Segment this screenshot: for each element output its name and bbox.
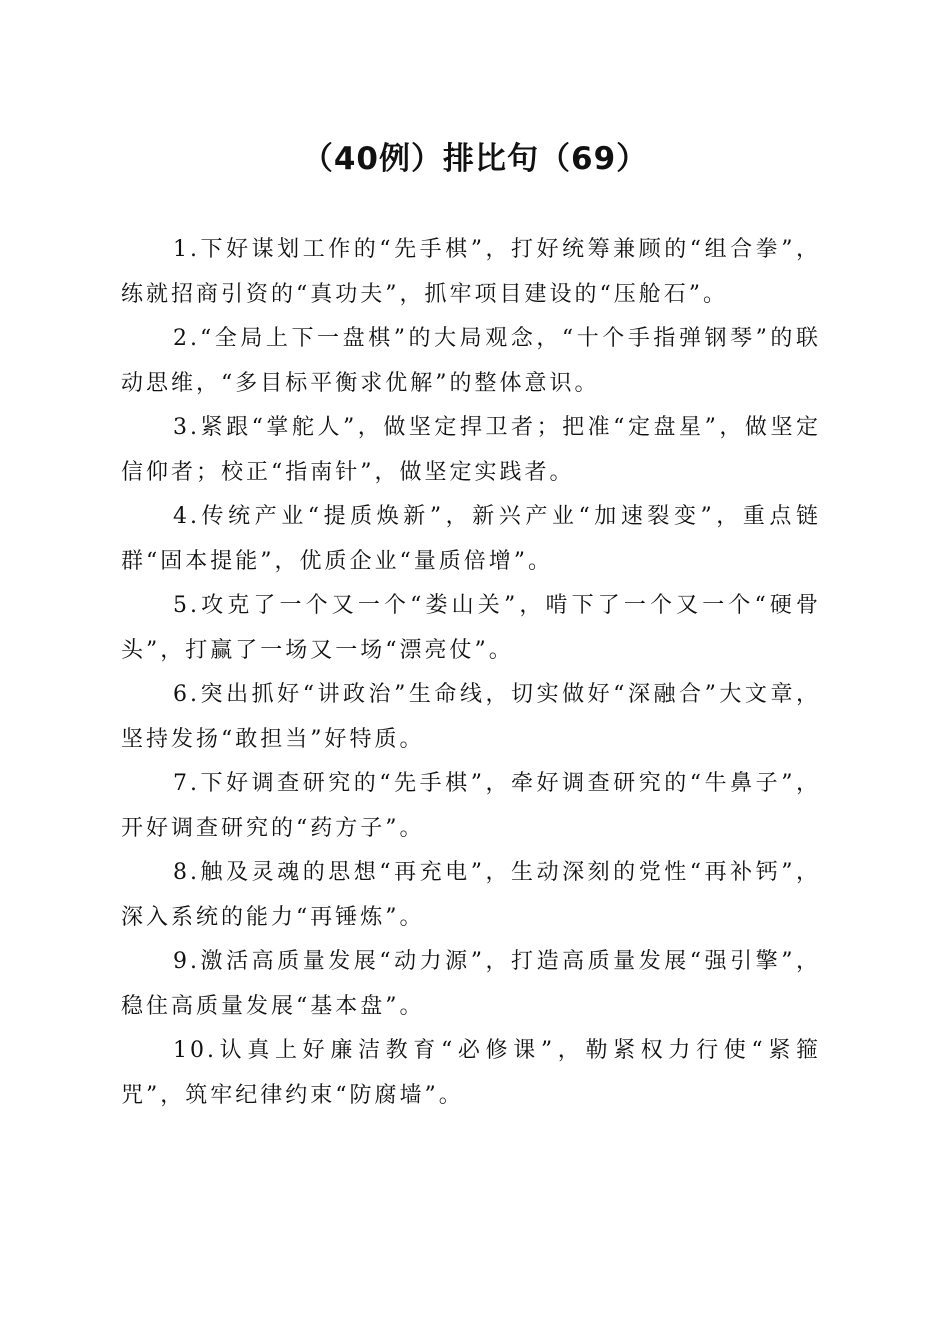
item-text: “全局上下一盘棋”的大局观念，“十个手指弹钢琴”的联动思维，“多目标平衡求优解”的整体意识。 <box>121 326 821 396</box>
list-item <box>121 940 821 1029</box>
item-text: 下好谋划工作的“先手棋”，打好统筹兼顾的“组合拳”，练就招商引资的“真功夫”，抓牢项目建设的“压舱石”。 <box>121 237 821 307</box>
list-item <box>121 673 821 762</box>
list-item <box>121 851 821 940</box>
list-item <box>121 406 821 495</box>
item-number: 2. <box>173 326 200 351</box>
list-item <box>121 1029 821 1118</box>
item-number: 6. <box>173 682 200 707</box>
item-number: 1. <box>173 237 200 262</box>
list-item <box>121 762 821 851</box>
list-item <box>121 228 821 317</box>
item-number: 3. <box>173 415 200 440</box>
document-body <box>121 228 821 1118</box>
list-item <box>121 495 821 584</box>
item-number: 10. <box>173 1038 217 1063</box>
item-text: 下好调查研究的“先手棋”，牵好调查研究的“牛鼻子”，开好调查研究的“药方子”。 <box>121 771 821 841</box>
item-text: 突出抓好“讲政治”生命线，切实做好“深融合”大文章，坚持发扬“敢担当”好特质。 <box>121 682 821 752</box>
item-number: 4. <box>173 504 200 529</box>
item-number: 7. <box>173 771 200 796</box>
item-number: 9. <box>173 949 200 974</box>
item-text: 触及灵魂的思想“再充电”，生动深刻的党性“再补钙”，深入系统的能力“再锤炼”。 <box>121 860 821 930</box>
item-text: 认真上好廉洁教育“必修课”，勒紧权力行使“紧箍咒”，筑牢纪律约束“防腐墙”。 <box>121 1038 821 1108</box>
list-item <box>121 584 821 673</box>
item-text: 紧跟“掌舵人”，做坚定捍卫者；把准“定盘星”，做坚定信仰者；校正“指南针”，做坚定实践者。 <box>121 415 821 485</box>
item-number: 5. <box>173 593 200 618</box>
item-number: 8. <box>173 860 200 885</box>
document-title: （40例）排比句（69） <box>301 141 649 177</box>
item-text: 攻克了一个又一个“娄山关”，啃下了一个又一个“硬骨头”，打赢了一场又一场“漂亮仗”。 <box>121 593 821 663</box>
item-text: 激活高质量发展“动力源”，打造高质量发展“强引擎”，稳住高质量发展“基本盘”。 <box>121 949 821 1019</box>
item-text: 传统产业“提质焕新”，新兴产业“加速裂变”，重点链群“固本提能”，优质企业“量质倍增”。 <box>121 504 821 574</box>
list-item <box>121 317 821 406</box>
